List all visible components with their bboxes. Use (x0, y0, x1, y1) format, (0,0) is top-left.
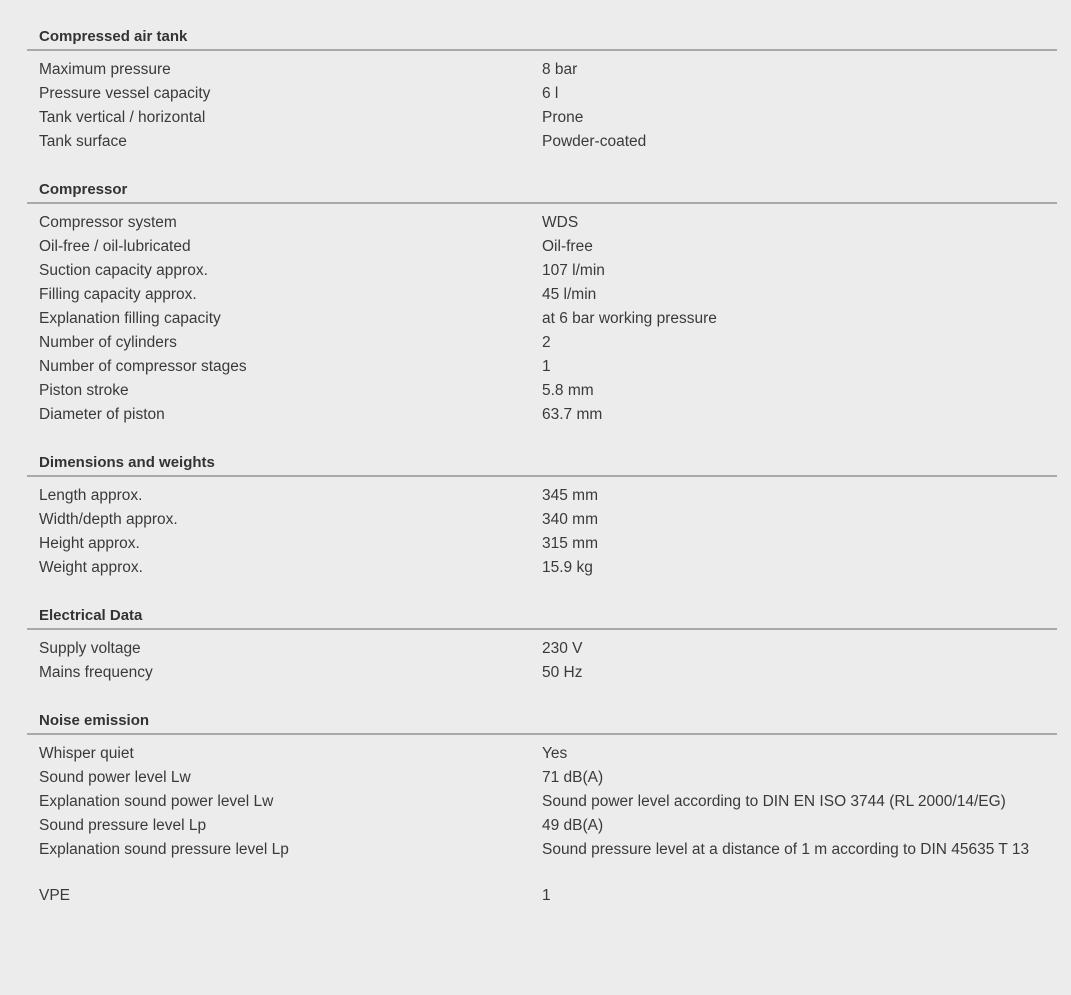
spec-value: Prone (542, 109, 584, 126)
spec-label: Explanation sound power level Lw (39, 793, 274, 810)
spec-label: Sound pressure level Lp (39, 817, 207, 834)
spec-value: 45 l/min (542, 286, 597, 303)
spec-value: 50 Hz (542, 664, 583, 681)
spec-label: Piston stroke (39, 382, 129, 399)
spec-row (27, 235, 1057, 259)
section-title: Compressed air tank (39, 28, 188, 45)
spec-label: Height approx. (39, 535, 140, 552)
spec-value: 107 l/min (542, 262, 605, 279)
spec-row (27, 637, 1057, 661)
spec-row (27, 556, 1057, 580)
section-compressor (27, 177, 1057, 427)
spec-row (27, 484, 1057, 508)
section-title: Dimensions and weights (39, 454, 215, 471)
spec-value: 340 mm (542, 511, 598, 528)
vpe-label: VPE (39, 887, 71, 904)
spec-value: 49 dB(A) (542, 817, 604, 834)
spec-value: WDS (542, 214, 579, 231)
spec-label: Oil-free / oil-lubricated (39, 238, 191, 255)
spec-row (27, 403, 1057, 427)
spec-label: Supply voltage (39, 640, 141, 657)
specifications-table (27, 24, 1057, 908)
spec-label: Suction capacity approx. (39, 262, 208, 279)
spec-label: Explanation filling capacity (39, 310, 221, 327)
spec-row (27, 742, 1057, 766)
spec-value: at 6 bar working pressure (542, 310, 717, 327)
spec-label: Width/depth approx. (39, 511, 178, 528)
spec-label: Number of compressor stages (39, 358, 247, 375)
spec-value: 8 bar (542, 61, 578, 78)
spec-label: Number of cylinders (39, 334, 177, 351)
spec-value: 6 l (542, 85, 559, 102)
spec-row (27, 331, 1057, 355)
spec-row (27, 283, 1057, 307)
section-dimensions-and-weights (27, 450, 1057, 580)
spec-row (27, 661, 1057, 685)
section-title: Compressor (39, 181, 128, 198)
spec-value: 5.8 mm (542, 382, 594, 399)
spec-label: Maximum pressure (39, 61, 171, 78)
section-noise-emission (27, 708, 1057, 862)
spec-row (27, 838, 1057, 862)
spec-row (27, 58, 1057, 82)
spec-row (27, 508, 1057, 532)
spec-row (27, 82, 1057, 106)
spec-row (27, 211, 1057, 235)
section-compressed-air-tank (27, 24, 1057, 154)
section-electrical-data (27, 603, 1057, 685)
spec-label: Filling capacity approx. (39, 286, 197, 303)
spec-label: Weight approx. (39, 559, 143, 576)
spec-label: Tank vertical / horizontal (39, 109, 206, 126)
section-header (27, 603, 1057, 630)
spec-value: 345 mm (542, 487, 598, 504)
spec-value: 15.9 kg (542, 559, 593, 576)
vpe-row (27, 884, 1057, 908)
spec-value: Sound pressure level at a distance of 1 m according to DIN 45635 T 13 (542, 841, 1030, 858)
vpe-value: 1 (542, 887, 551, 904)
spec-value: 315 mm (542, 535, 598, 552)
spec-value: Yes (542, 745, 568, 762)
spec-row (27, 766, 1057, 790)
spec-value: 63.7 mm (542, 406, 603, 423)
spec-value: 230 V (542, 640, 583, 657)
spec-row (27, 379, 1057, 403)
spec-label: Length approx. (39, 487, 143, 504)
spec-label: Compressor system (39, 214, 177, 231)
spec-row (27, 106, 1057, 130)
spec-value: Powder-coated (542, 133, 647, 150)
spec-row (27, 532, 1057, 556)
section-header (27, 450, 1057, 477)
spec-row (27, 307, 1057, 331)
spec-row (27, 814, 1057, 838)
spec-label: Tank surface (39, 133, 127, 150)
spec-label: Explanation sound pressure level Lp (39, 841, 289, 858)
section-title: Noise emission (39, 712, 150, 729)
spec-row (27, 355, 1057, 379)
spec-value: Sound power level according to DIN EN ISO 3744 (RL 2000/14/EG) (542, 793, 1006, 810)
spec-value: Oil-free (542, 238, 593, 255)
spec-value: 71 dB(A) (542, 769, 604, 786)
spec-row (27, 259, 1057, 283)
spec-label: Whisper quiet (39, 745, 134, 762)
spec-label: Pressure vessel capacity (39, 85, 211, 102)
spec-label: Diameter of piston (39, 406, 165, 423)
section-title: Electrical Data (39, 607, 143, 624)
section-header (27, 708, 1057, 735)
spec-row (27, 130, 1057, 154)
section-header (27, 177, 1057, 204)
spec-row (27, 790, 1057, 814)
spec-label: Sound power level Lw (39, 769, 191, 786)
spec-value: 2 (542, 334, 551, 351)
section-header (27, 24, 1057, 51)
spec-label: Mains frequency (39, 664, 153, 681)
spec-value: 1 (542, 358, 551, 375)
